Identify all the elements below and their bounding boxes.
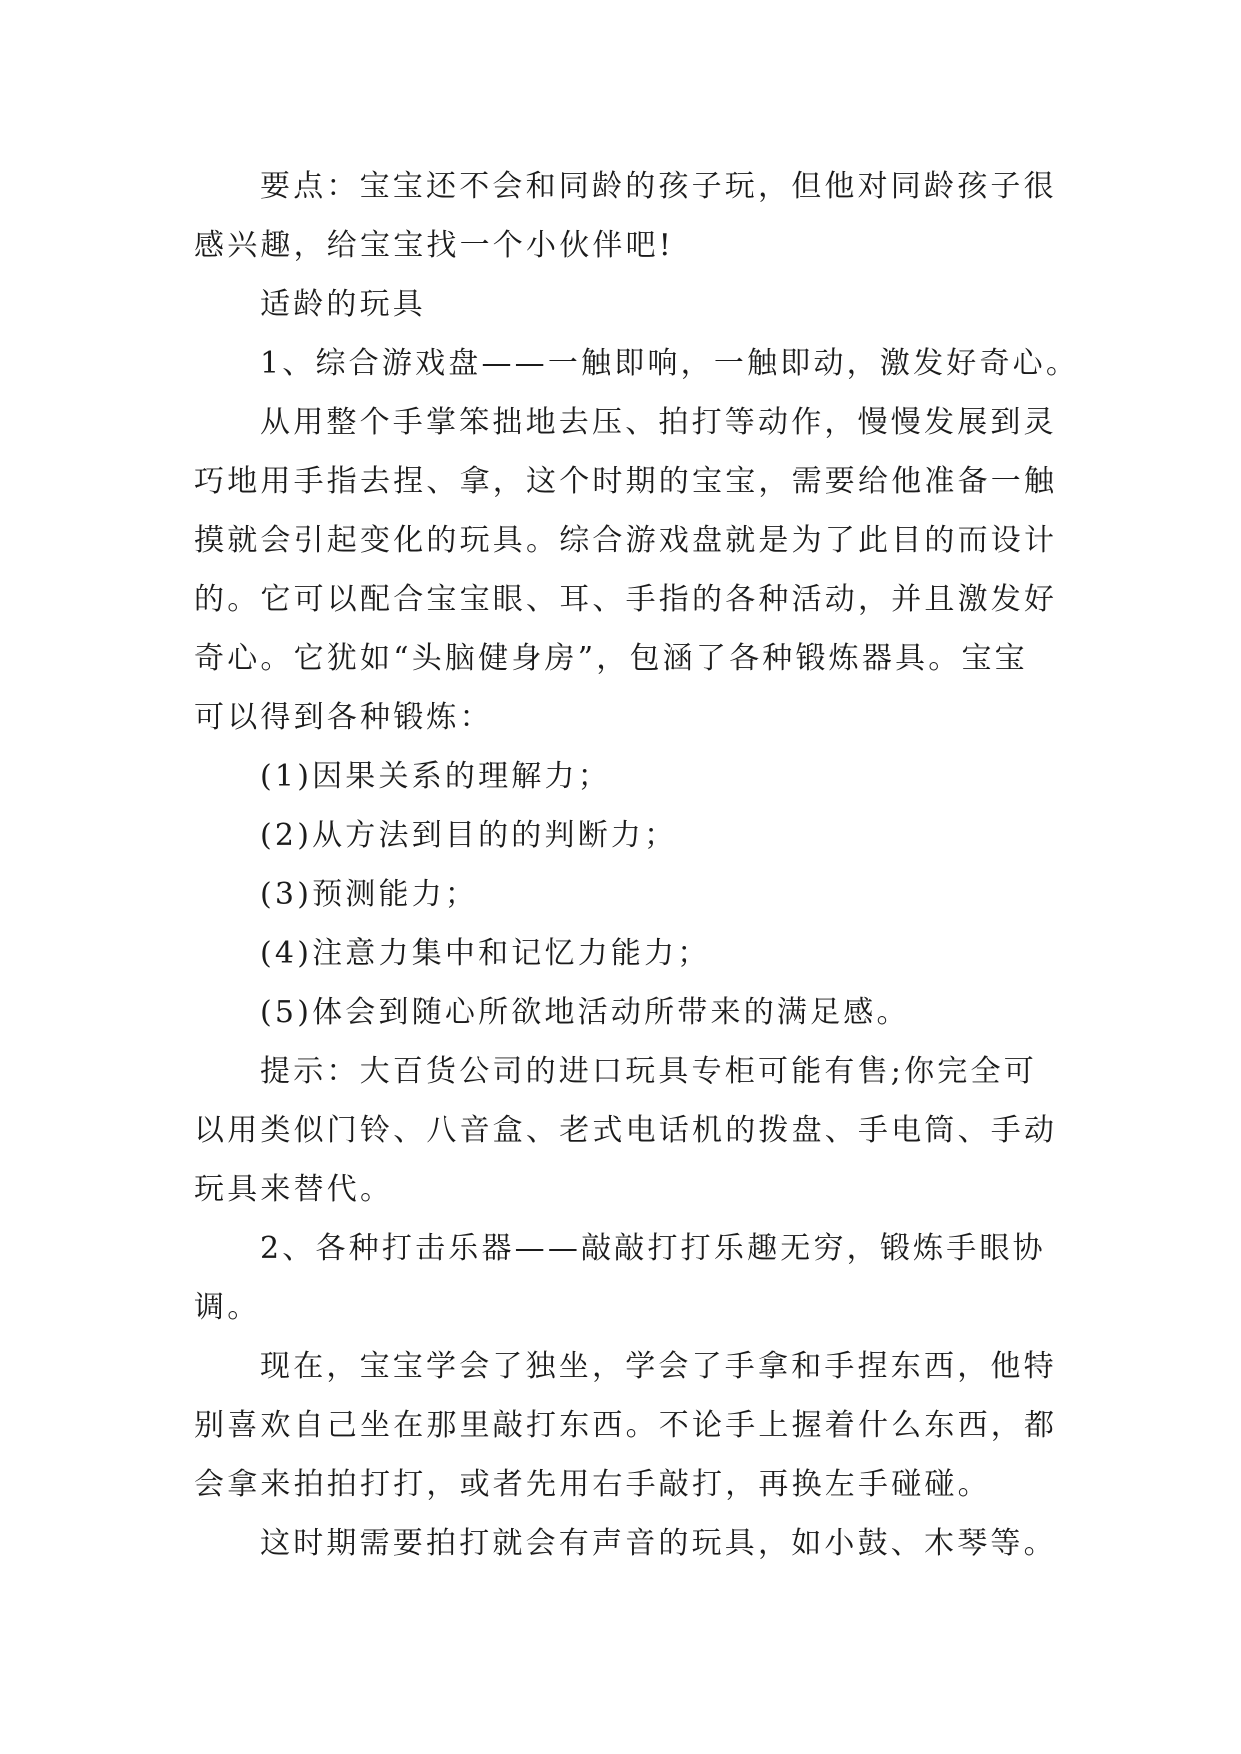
text-line: 感兴趣，给宝宝找一个小伙伴吧! xyxy=(194,228,675,263)
text-line: 以用类似门铃、八音盒、老式电话机的拨盘、手电筒、手动 xyxy=(194,1113,1058,1148)
text-line: 玩具来替代。 xyxy=(194,1172,394,1207)
paragraph-tip xyxy=(194,1042,1154,1219)
text-line: 巧地用手指去捏、拿，这个时期的宝宝，需要给他准备一触 xyxy=(194,464,1058,499)
text-line: 摸就会引起变化的玩具。综合游戏盘就是为了此目的而设计 xyxy=(194,523,1058,558)
text-line: (2)从方法到目的的判断力； xyxy=(260,818,678,853)
text-line: 会拿来拍拍打打，或者先用右手敲打，再换左手碰碰。 xyxy=(194,1467,991,1502)
list-item xyxy=(194,806,1154,865)
text-line: 提示：大百货公司的进口玩具专柜可能有售;你完全可 xyxy=(260,1054,1037,1089)
item-heading-2 xyxy=(194,1219,1154,1337)
text-line: (3)预测能力； xyxy=(260,877,479,912)
text-line: 别喜欢自己坐在那里敲打东西。不论手上握着什么东西，都 xyxy=(194,1408,1058,1443)
text-line: 调。 xyxy=(194,1290,261,1325)
paragraph-description-2 xyxy=(194,1337,1154,1514)
paragraph-key-point xyxy=(194,157,1154,275)
text-line: 从用整个手掌笨拙地去压、拍打等动作，慢慢发展到灵 xyxy=(260,405,1057,440)
list-item xyxy=(194,747,1154,806)
item-heading-1 xyxy=(194,334,1154,393)
text-line: 2、各种打击乐器——敲敲打打乐趣无穷，锻炼手眼协 xyxy=(260,1231,1046,1266)
text-line: 要点：宝宝还不会和同龄的孩子玩，但他对同龄孩子很 xyxy=(260,169,1057,204)
text-line: 可以得到各种锻炼： xyxy=(194,700,493,735)
text-line: 适龄的玩具 xyxy=(260,287,426,322)
text-line: 这时期需要拍打就会有声音的玩具，如小鼓、木琴等。 xyxy=(260,1526,1057,1561)
text-line: 1、综合游戏盘——一触即响，一触即动，激发好奇心。 xyxy=(260,346,1080,381)
text-line: 现在，宝宝学会了独坐，学会了手拿和手捏东西，他特 xyxy=(260,1349,1057,1384)
paragraph-description-1 xyxy=(194,393,1154,747)
text-line: (5)体会到随心所欲地活动所带来的满足感。 xyxy=(260,995,910,1030)
text-line: (4)注意力集中和记忆力能力； xyxy=(260,936,711,971)
list-item xyxy=(194,865,1154,924)
document-page xyxy=(194,157,1154,1573)
list-item xyxy=(194,983,1154,1042)
text-line: 奇心。它犹如“头脑健身房”，包涵了各种锻炼器具。宝宝 xyxy=(194,641,1028,676)
paragraph-toys xyxy=(194,1514,1154,1573)
text-line: 的。它可以配合宝宝眼、耳、手指的各种活动，并且激发好 xyxy=(194,582,1058,617)
text-line: (1)因果关系的理解力； xyxy=(260,759,611,794)
list-item xyxy=(194,924,1154,983)
section-heading xyxy=(194,275,1154,334)
